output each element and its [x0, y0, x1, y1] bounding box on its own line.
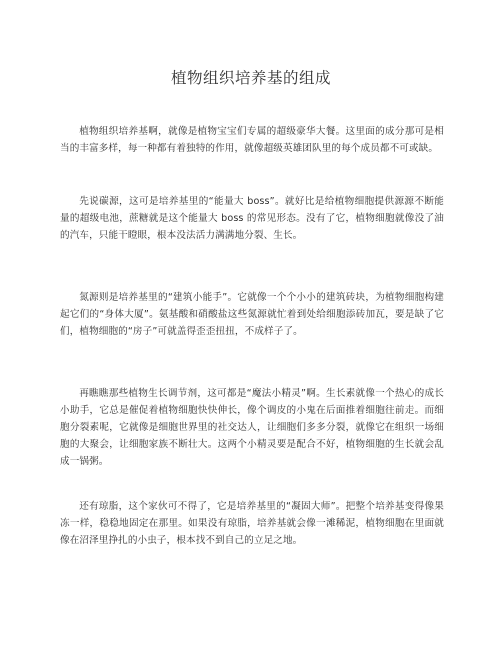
paragraph-carbon-source: 先说碳源，这可是培养基里的“能量大 boss”。就好比是给植物细胞提供源源不断能量的超级电池，蔗糖就是这个能量大 boss 的常见形态。没有了它，植物细胞就像没了油的汽车，只能干瞪眼，根本没法活力满满地分裂、生长。	[60, 196, 444, 241]
paragraph-nitrogen-source: 氮源则是培养基里的“建筑小能手”。它就像一个个小小的建筑砖块，为植物细胞构建起它们的“身体大厦”。氨基酸和硝酸盐这些氮源就忙着到处给细胞添砖加瓦，要是缺了它们，植物细胞的“房子”可就盖得歪歪扭扭，不成样子了。	[60, 292, 444, 337]
document-title: 植物组织培养基的组成	[170, 69, 331, 87]
paragraph-agar: 还有琼脂，这个家伙可不得了，它是培养基里的“凝固大师”。把整个培养基变得像果冻一样，稳稳地固定在那里。如果没有琼脂，培养基就会像一滩稀泥，植物细胞在里面就像在沼泽里挣扎的小虫子，根本找不到自己的立足之地。	[60, 501, 444, 546]
paragraph-growth-regulators: 再瞧瞧那些植物生长调节剂，这可都是“魔法小精灵”啊。生长素就像一个热心的成长小助手，它总是催促着植物细胞快快伸长，像个调皮的小鬼在后面推着细胞往前走。而细胞分裂素呢，它就像是细胞世界里的社交达人，让细胞们多多分裂，就像它在组织一场细胞的大聚会，让细胞家族不断壮大。这两个小精灵要是配合不好，植物细胞的生长就会乱成一锅粥。	[60, 388, 444, 467]
paragraph-carbon-intro: 植物组织培养基啊，就像是植物宝宝们专属的超级豪华大餐。这里面的成分那可是相当的丰富多样，每一种都有着独特的作用，就像超级英雄团队里的每个成员都不可或缺。	[60, 126, 444, 154]
